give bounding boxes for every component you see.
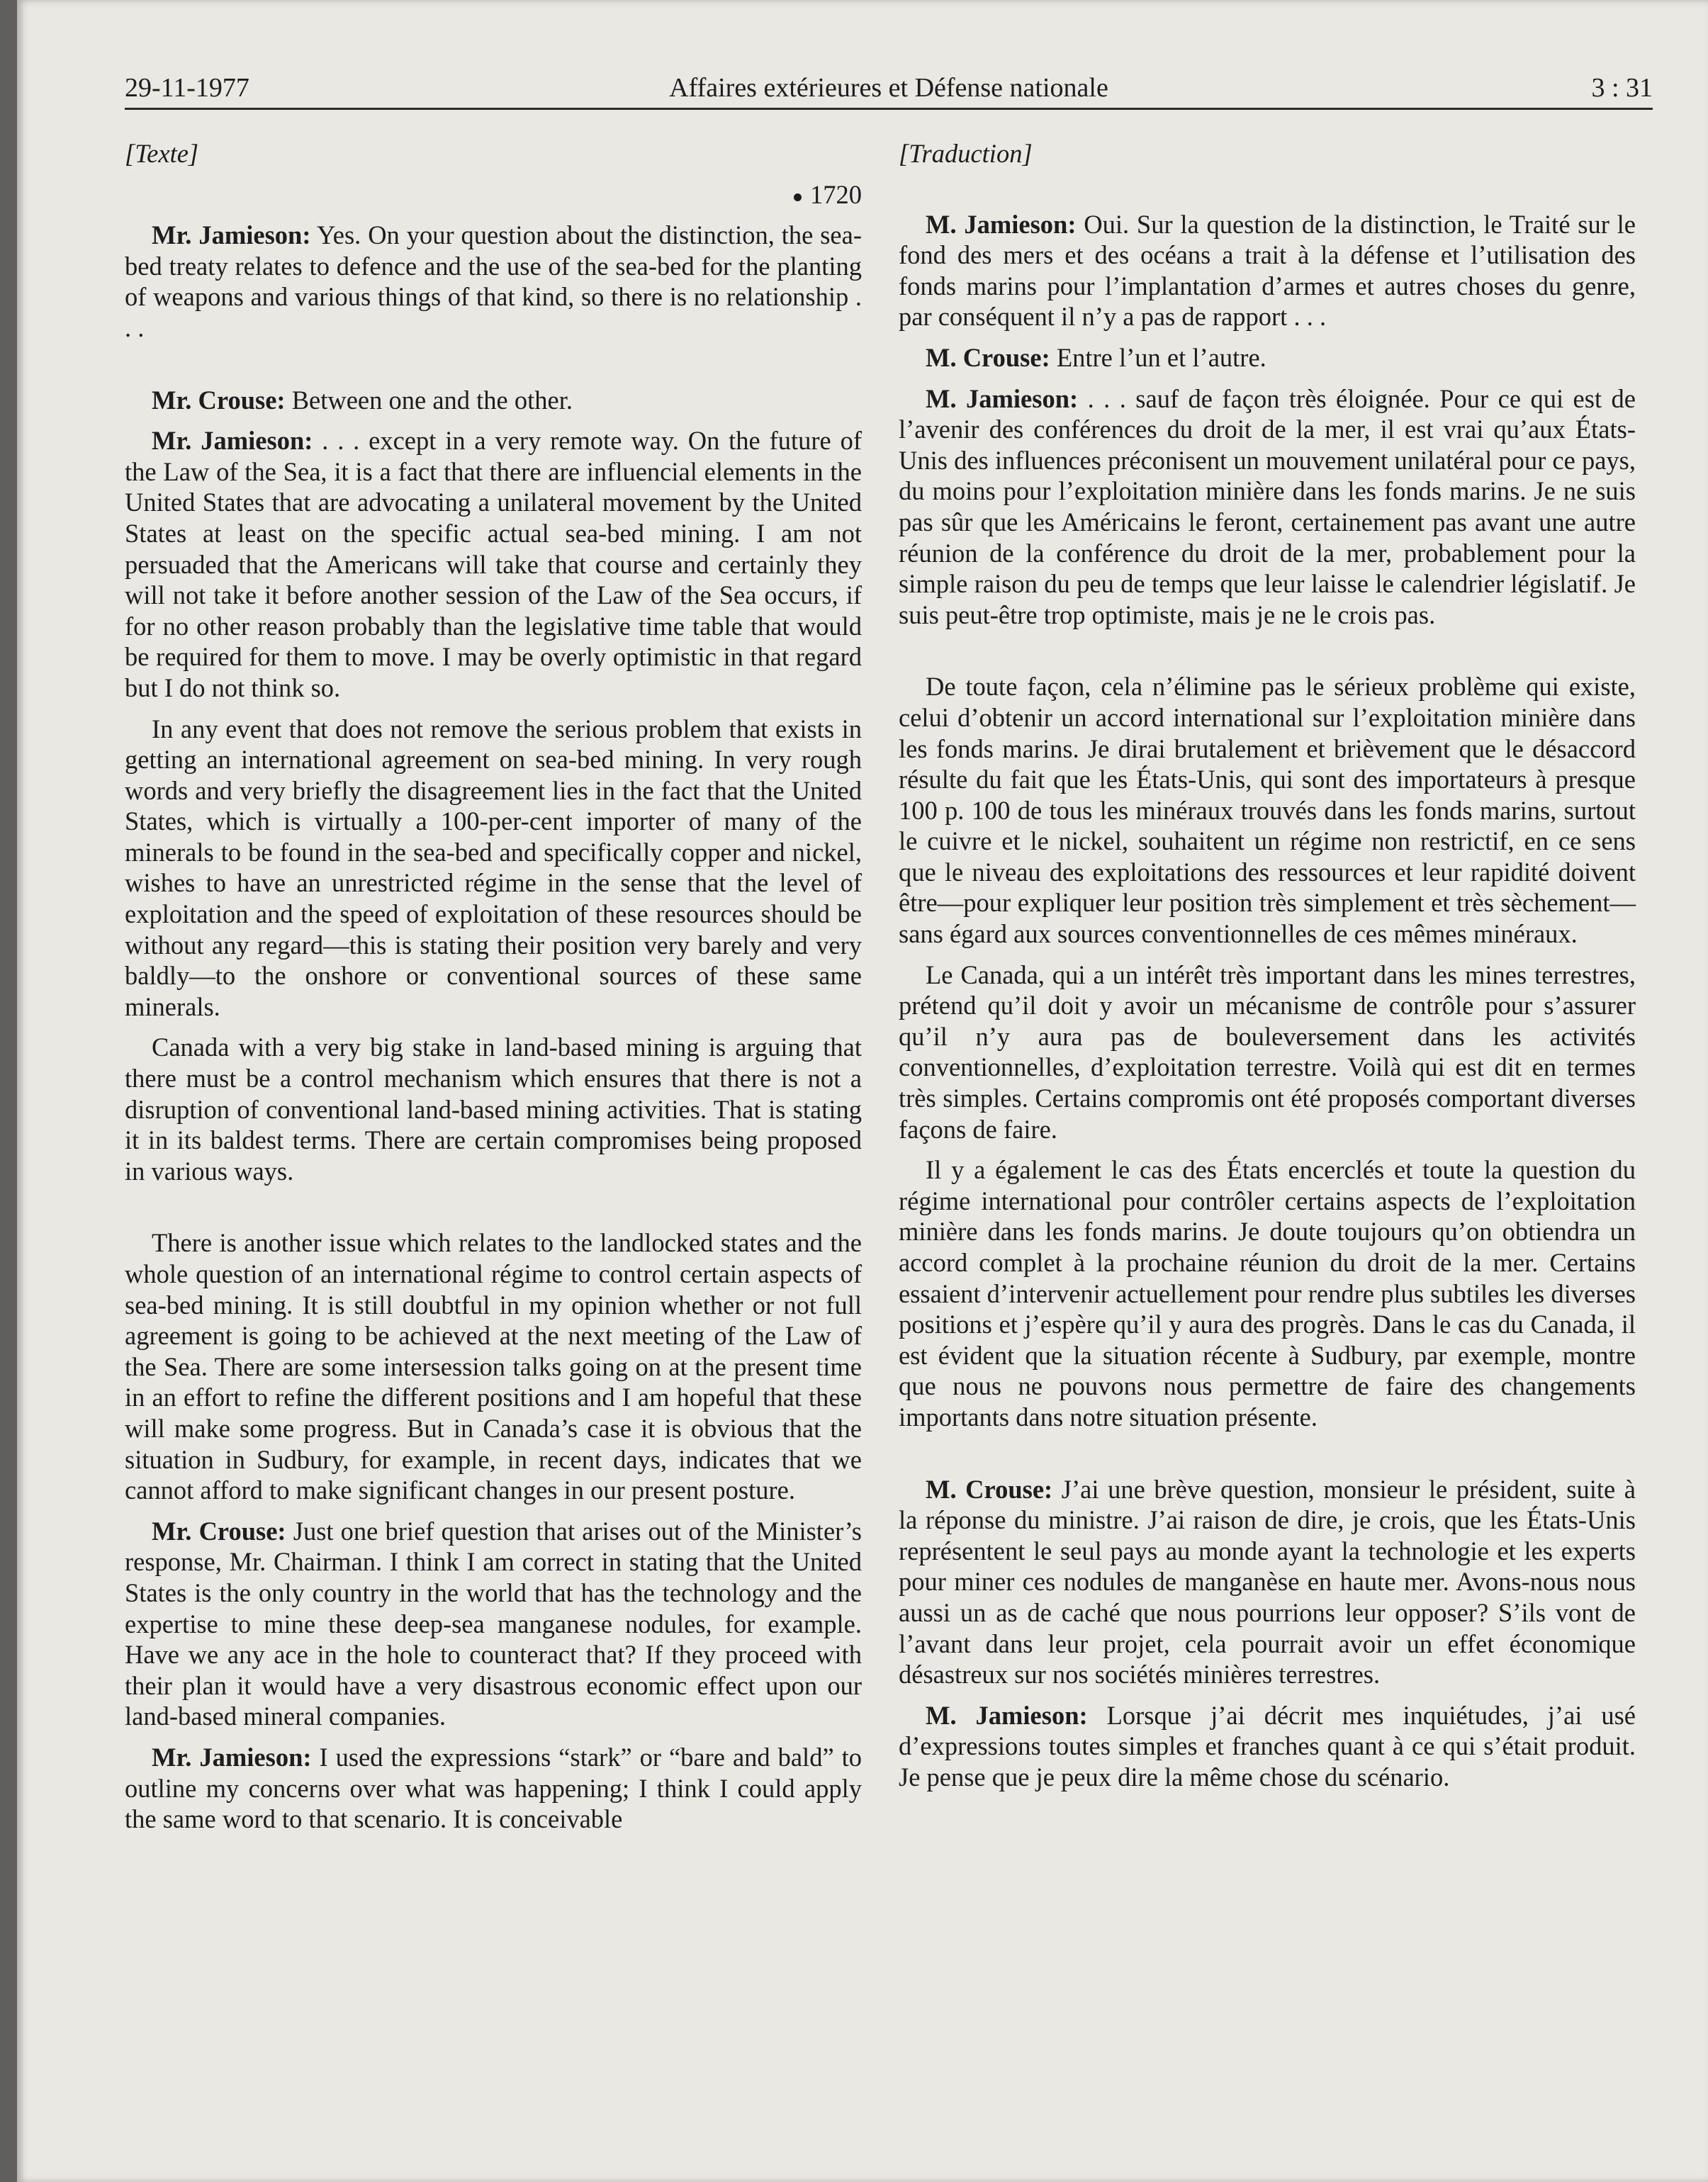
- paragraph: [899, 209, 1636, 332]
- paragraph-text: Oui. Sur la question de la distinction, le Traité sur le fond des mers et des océans a trait à la défense et l’utilisation des fonds marins pour l’implantation d’armes et autres choses du genre, par conséquent il n’y a pas de rapport . . .: [899, 209, 1636, 332]
- paragraph: [125, 1742, 862, 1835]
- speaker-name: M. Crouse:: [926, 342, 1050, 372]
- paragraph-text: Canada with a very big stake in land-based mining is arguing that there must be a control mechanism which ensures that there is not a disruption of conventional land-based mining activities. That is stating it in its baldest terms. There are certain compromises being proposed in various ways.: [125, 1033, 862, 1186]
- paragraph: [899, 1154, 1636, 1432]
- section-label-text: [Texte]: [125, 139, 199, 168]
- speaker-name: Mr. Crouse:: [152, 385, 286, 415]
- speaker-name: Mr. Jamieson:: [152, 220, 311, 250]
- paragraph-text: Le Canada, qui a un intérêt très important dans les mines terrestres, prétend qu’il doit y avoir un mécanisme de contrôle pour s’assurer qu’il n’y aura pas de bouleversement dans les activités conventionnelles, d’exploitation terrestre. Voilà qui est dit en termes très simples. Certains compromis ont été proposés comportant diverses façons de faire.: [899, 960, 1636, 1144]
- paragraph-text: Yes. On your question about the distinction, the sea-bed treaty relates to defence and the use of the sea-bed for the planting of weapons and various things of that kind, so there is no relationship . . .: [125, 220, 862, 342]
- paragraph-text: I used the expressions “stark” or “bare and bald” to outline my concerns over what was happening; I think I could apply the same word to that scenario. It is conceivable: [125, 1742, 862, 1834]
- paragraph: [899, 960, 1636, 1145]
- speaker-name: M. Jamieson:: [926, 1700, 1088, 1730]
- speaker-name: Mr. Jamieson:: [152, 426, 313, 456]
- header-title: Affaires extérieures et Défense nationale: [669, 73, 1108, 103]
- running-header: [125, 65, 1653, 110]
- header-date: 29-11-1977: [125, 73, 249, 103]
- page: [17, 0, 1708, 2182]
- paragraph: [899, 1700, 1636, 1793]
- section-label-text-word: Texte: [135, 139, 189, 168]
- speaker-name: Mr. Jamieson:: [152, 1742, 312, 1772]
- paragraph: [899, 671, 1636, 949]
- paragraph: [125, 1032, 862, 1186]
- paragraph: [125, 1227, 862, 1505]
- paragraph: [899, 1474, 1636, 1690]
- speaker-name: Mr. Crouse:: [152, 1516, 286, 1546]
- speaker-name: M. Jamieson:: [926, 383, 1079, 413]
- speaker-name: M. Crouse:: [926, 1474, 1053, 1504]
- paragraph-text: In any event that does not remove the serious problem that exists in getting an international agreement on sea-bed mining. In very rough words and very briefly the disagreement lies in the fact that the United States, which is virtually a 100-per-cent importer of many of the minerals to be found in the sea-bed and specifically copper and nickel, wishes to have an unrestricted régime in the sense that the level of exploitation and the speed of exploitation of these resources should be without any regard—this is stating their position very barely and very baldly—to the onshore or conventional sources of these same minerals.: [125, 714, 862, 1021]
- header-page-number: 3 : 31: [1591, 73, 1653, 103]
- section-label-translation: [Traduction]: [899, 139, 1033, 168]
- paragraph: [125, 425, 862, 703]
- paragraph: [125, 220, 862, 343]
- bullet-icon: [794, 193, 802, 201]
- timecode-value: 1720: [810, 179, 862, 209]
- right-column: [899, 138, 1636, 1803]
- paragraph: [125, 385, 862, 416]
- paragraph-text: Between one and the other.: [285, 385, 573, 415]
- paragraph: [125, 714, 862, 1023]
- section-label-translation-word: Traduction: [909, 139, 1023, 168]
- paragraph-text: Il y a également le cas des États encerclés et toute la question du régime international pour contrôler certains aspects de l’exploitation minière dans les fonds marins. Je doute toujours qu’on obtiendra un accord complet à la prochaine réunion du droit de la mer. Certains essaient d’intervenir actuellement pour rendre plus subtiles les diverses positions et j’espère qu’il y aura des progrès. Dans le cas du Canada, il est évident que la situation récente à Sudbury, par exemple, montre que nous ne pouvons nous permettre de faire des changements importants dans notre situation présente.: [899, 1155, 1636, 1432]
- left-column: [125, 138, 862, 1845]
- paragraph-text: . . . sauf de façon très éloignée. Pour ce qui est de l’avenir des conférences du droit de la mer, il est vrai qu’aux États-Unis des influences préconisent un mouvement unilatéral pour ce pays, du moins pour l’exploitation minière dans les fonds marins. Je ne suis pas sûr que les Américains le feront, certainement pas avant une autre réunion de la conférence du droit de la mer, probablement pour la simple raison du peu de temps que leur laisse le calendrier législatif. Je suis peut-être trop optimiste, mais je ne le crois pas.: [899, 383, 1636, 629]
- paragraph: [899, 383, 1636, 631]
- timecode: [125, 179, 862, 210]
- paragraph-text: Entre l’un et l’autre.: [1050, 342, 1266, 372]
- speaker-name: M. Jamieson:: [926, 209, 1077, 239]
- paragraph-text: . . . except in a very remote way. On the future of the Law of the Sea, it is a fact that there are influencial elements in the United States that are advocating a unilateral movement by the United States at least on the specific actual sea-bed mining. I am not persuaded that the Americans will take that course and certainly they will not take it before another session of the Law of the Sea occurs, if for no other reason probably than the legislative time table that would be required for them to move. I may be overly optimistic in that regard but I do not think so.: [125, 426, 862, 702]
- paragraph-text: De toute façon, cela n’élimine pas le sérieux problème qui existe, celui d’obtenir un accord international sur l’exploitation minière dans les fonds marins. Je dirai brutalement et brièvement que le désaccord résulte du fait que les États-Unis, qui sont des importateurs à presque 100 p. 100 de tous les minéraux trouvés dans les fonds marins, surtout le cuivre et le nickel, souhaitent un régime non restrictif, en ce sens que le niveau des exploitations des ressources et leur rapidité doivent être—pour expliquer leur position très simplement et très sèchement—sans égard aux sources conventionnelles de ces mêmes minéraux.: [899, 672, 1636, 949]
- paragraph-text: Just one brief question that arises out of the Minister’s response, Mr. Chairman. I think I am correct in stating that the United States is the only country in the world that has the technology and the expertise to mine these deep-sea manganese nodules, for example. Have we any ace in the hole to counteract that? If they proceed with their plan it would have a very disastrous economic effect upon our land-based mineral companies.: [125, 1516, 863, 1731]
- paragraph: [125, 1516, 862, 1732]
- paragraph-text: Lorsque j’ai décrit mes inquiétudes, j’ai usé d’expressions toutes simples et franches quant à ce qui s’était produit. Je pense que je peux dire la même chose du scénario.: [899, 1700, 1636, 1792]
- paragraph-text: There is another issue which relates to the landlocked states and the whole question of an international régime to control certain aspects of sea-bed mining. It is still doubtful in my opinion whether or not full agreement is going to be achieved at the next meeting of the Law of the Sea. There are some intersession talks going on at the present time in an effort to refine the different positions and I am hopeful that these will make some progress. But in Canada’s case it is obvious that the situation in Sudbury, for example, in recent days, indicates that we cannot afford to make significant changes in our present posture.: [125, 1228, 862, 1505]
- paragraph: [899, 342, 1636, 373]
- paragraph-text: J’ai une brève question, monsieur le président, suite à la réponse du ministre. J’ai raison de dire, je crois, que les États-Unis représentent le seul pays au monde ayant la technologie et les experts pour miner ces nodules de manganèse en haute mer. Avons-nous nous aussi un as de caché que nous pourrions leur opposer? S’ils vont de l’avant dans leur projet, cela pourrait avoir un effet économique désastreux sur nos sociétés minières terrestres.: [899, 1474, 1636, 1689]
